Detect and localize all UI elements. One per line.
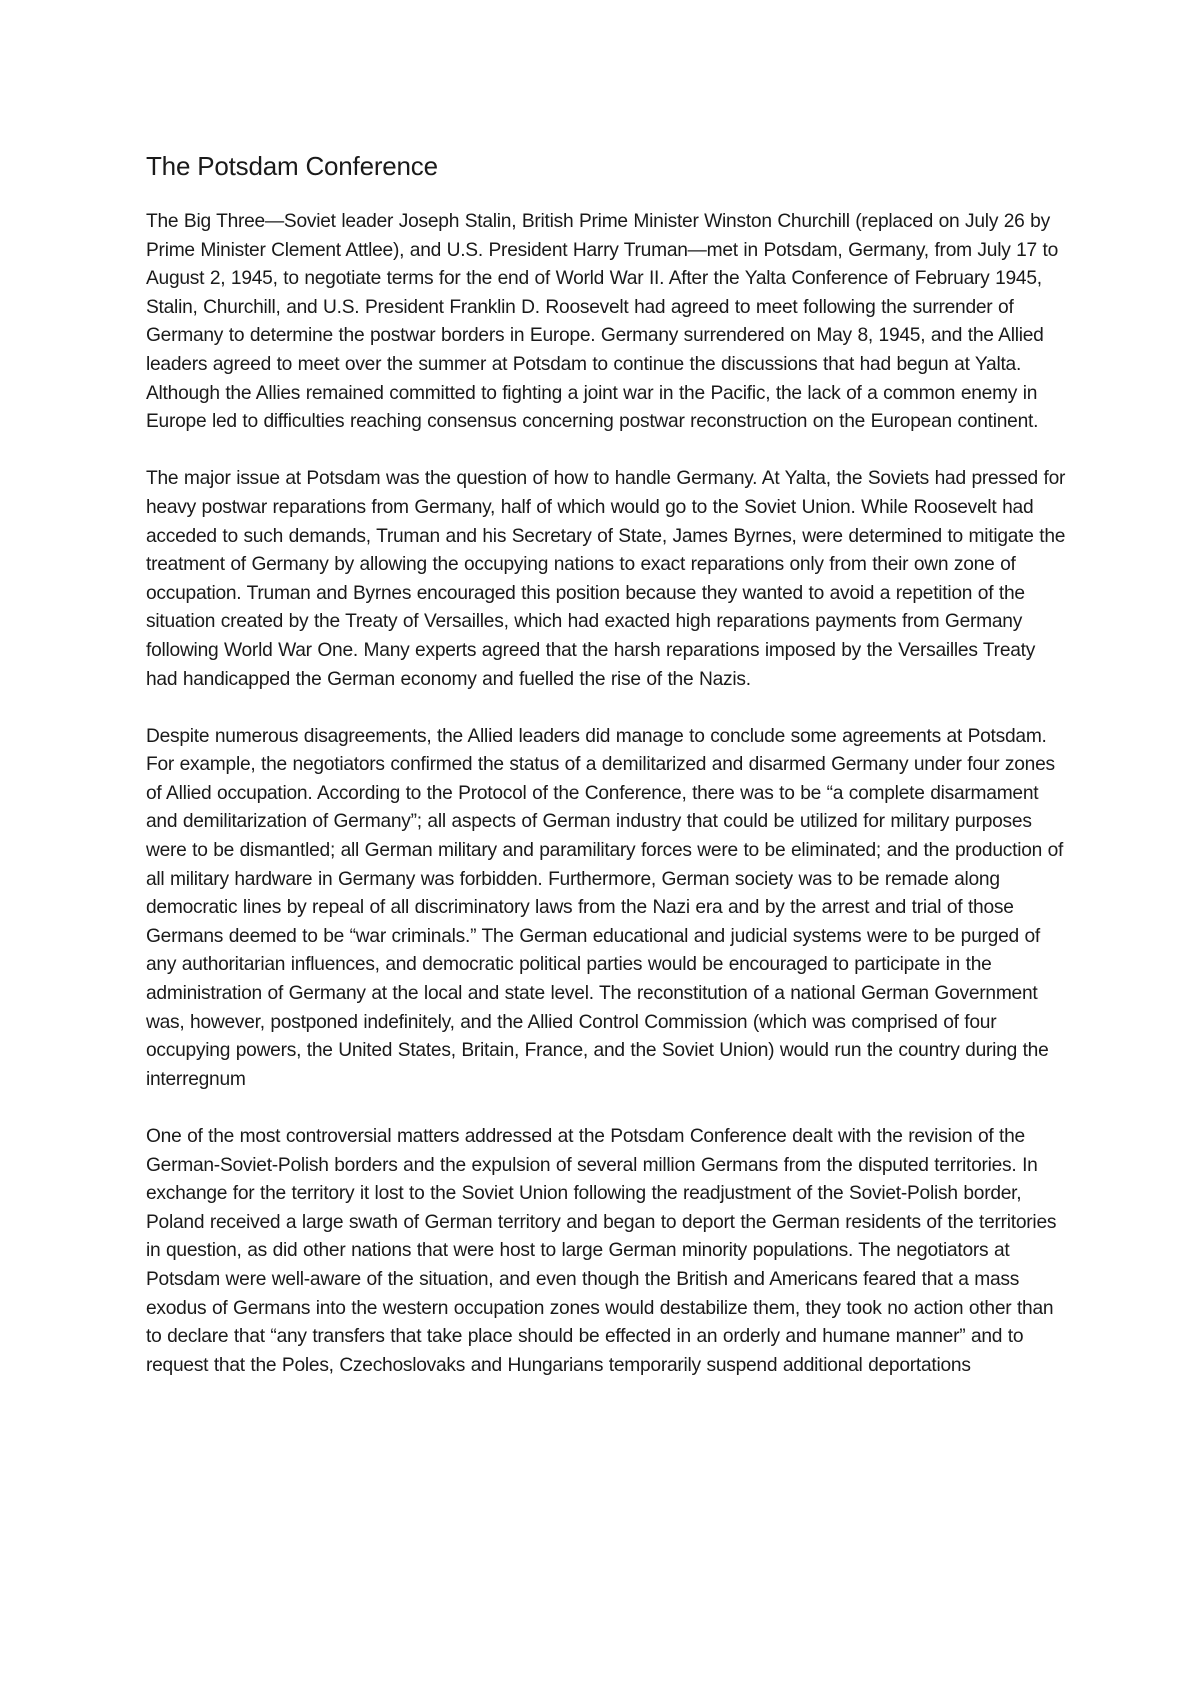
- document-body: [146, 148, 1066, 1409]
- paragraph-big-three: The Big Three—Soviet leader Joseph Stalin, British Prime Minister Winston Churchill (replaced on July 26 by Prime Minister Clement Attlee), and U.S. President Harry Truman—met in Potsdam, Germany, from July 17 to August 2, 1945, to negotiate terms for the end of World War II. After the Yalta Conference of February 1945, Stalin, Churchill, and U.S. President Franklin D. Roosevelt had agreed to meet following the surrender of Germany to determine the postwar borders in Europe. Germany surrendered on May 8, 1945, and the Allied leaders agreed to meet over the summer at Potsdam to continue the discussions that had begun at Yalta. Although the Allies remained committed to fighting a joint war in the Pacific, the lack of a common enemy in Europe led to difficulties reaching consensus concerning postwar reconstruction on the European continent.: [146, 211, 1059, 433]
- paragraph-borders-expulsion: One of the most controversial matters addressed at the Potsdam Conference dealt with the revision of the German-Soviet-Polish borders and the expulsion of several million Germans from the disputed territories. In exchange for the territory it lost to the Soviet Union following the readjustment of the Soviet-Polish border, Poland received a large swath of German territory and began to deport the German residents of the territories in question, as did other nations that were host to large German minority populations. The negotiators at Potsdam were well-aware of the situation, and even though the British and Americans feared that a mass exodus of Germans into the western occupation zones would destabilize them, they took no action other than to declare that “any transfers that take place should be effected in an orderly and humane manner” and to request that the Poles, Czechoslovaks and Hungarians temporarily suspend additional deportations: [146, 1126, 1057, 1376]
- document-title: The Potsdam Conference: [146, 151, 438, 181]
- paragraph-agreements: Despite numerous disagreements, the Allied leaders did manage to conclude some agreements at Potsdam. For example, the negotiators confirmed the status of a demilitarized and disarmed Germany under four zones of Allied occupation. According to the Protocol of the Conference, there was to be “a complete disarmament and demilitarization of Germany”; all aspects of German industry that could be utilized for military purposes were to be dismantled; all German military and paramilitary forces were to be eliminated; and the production of all military hardware in Germany was forbidden. Furthermore, German society was to be remade along democratic lines by repeal of all discriminatory laws from the Nazi era and by the arrest and trial of those Germans deemed to be “war criminals.” The German educational and judicial systems were to be purged of any authoritarian influences, and democratic political parties would be encouraged to participate in the administration of Germany at the local and state level. The reconstitution of a national German Government was, however, postponed indefinitely, and the Allied Control Commission (which was comprised of four occupying powers, the United States, Britain, France, and the Soviet Union) would run the country during the interregnum: [146, 725, 1064, 1090]
- paragraph-germany-reparations: The major issue at Potsdam was the question of how to handle Germany. At Yalta, the Soviets had pressed for heavy postwar reparations from Germany, half of which would go to the Soviet Union. While Roosevelt had acceded to such demands, Truman and his Secretary of State, James Byrnes, were determined to mitigate the treatment of Germany by allowing the occupying nations to exact reparations only from their own zone of occupation. Truman and Byrnes encouraged this position because they wanted to avoid a repetition of the situation created by the Treaty of Versailles, which had exacted high reparations payments from Germany following World War One. Many experts agreed that the harsh reparations imposed by the Versailles Treaty had handicapped the German economy and fuelled the rise of the Nazis.: [146, 468, 1066, 690]
